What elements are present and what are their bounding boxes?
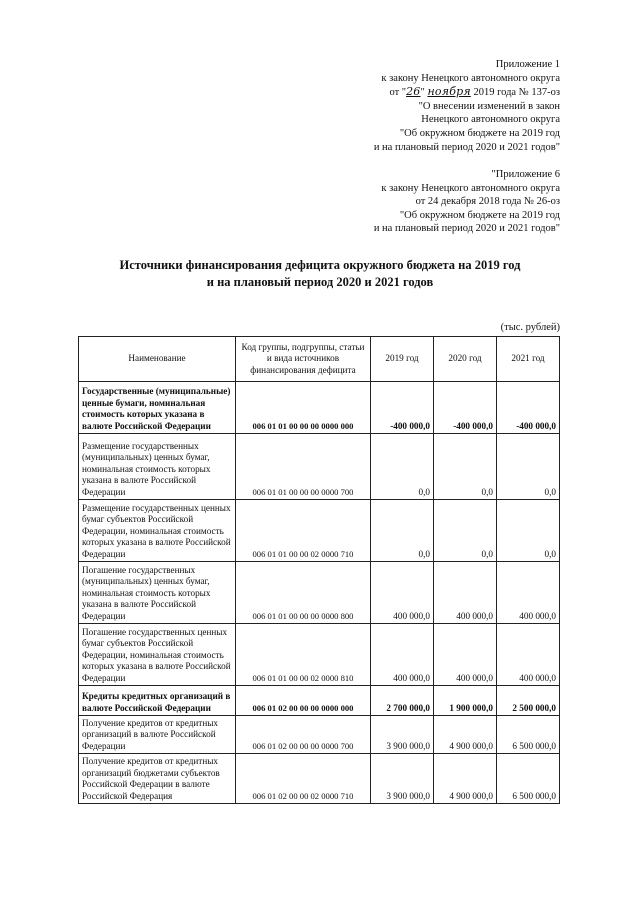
appendix-line-5: Ненецкого автономного округа <box>421 114 560 126</box>
appendix6-line-5: и на плановый период 2020 и 2021 годов" <box>373 223 560 235</box>
header-2019: 2019 год <box>371 337 434 382</box>
row-2021: 400 000,0 <box>497 562 560 624</box>
row-2019: 3 900 000,0 <box>371 754 434 804</box>
row-name: Государственные (муниципальные) ценные бумаги, номинальная стоимость которых указана в валюте Российской Федерации <box>79 382 236 434</box>
row-code: 006 01 02 00 00 02 0000 710 <box>236 754 371 804</box>
table-row <box>79 754 560 804</box>
table-row <box>79 716 560 754</box>
row-2020: 4 900 000,0 <box>434 716 497 754</box>
date-suffix: 2019 года № 137-оз <box>470 87 560 99</box>
row-2020: 0,0 <box>434 500 497 562</box>
appendix-law-ref: к закону Ненецкого автономного округа <box>381 72 560 84</box>
row-code: 006 01 01 00 00 02 0000 810 <box>236 624 371 686</box>
row-code: 006 01 02 00 00 00 0000 000 <box>236 686 371 716</box>
row-2020: 400 000,0 <box>434 562 497 624</box>
row-2019: -400 000,0 <box>371 382 434 434</box>
row-2021: 400 000,0 <box>497 624 560 686</box>
appendix6-line-3: от 24 декабря 2018 года № 26-оз <box>415 196 560 208</box>
header-name: Наименование <box>79 337 236 382</box>
row-2019: 0,0 <box>371 500 434 562</box>
appendix-1-header <box>374 58 560 154</box>
unit-label: (тыс. рублей) <box>500 322 560 333</box>
row-code: 006 01 01 00 00 00 0000 000 <box>236 382 371 434</box>
row-2020: 400 000,0 <box>434 624 497 686</box>
row-2021: -400 000,0 <box>497 382 560 434</box>
row-code: 006 01 01 00 00 00 0000 800 <box>236 562 371 624</box>
row-2021: 0,0 <box>497 434 560 500</box>
header-2020: 2020 год <box>434 337 497 382</box>
row-code: 006 01 01 00 00 02 0000 710 <box>236 500 371 562</box>
appendix-line-7: и на плановый период 2020 и 2021 годов" <box>373 141 560 153</box>
table-header-row <box>79 337 560 382</box>
handwritten-month: ноября <box>427 85 471 99</box>
table-row <box>79 434 560 500</box>
appendix-6-header <box>374 168 560 236</box>
row-name: Кредиты кредитных организаций в валюте Российской Федерации <box>79 686 236 716</box>
appendix-number: Приложение 1 <box>495 59 560 70</box>
header-code: Код группы, подгруппы, статьи и вида источников финансирования дефицита <box>236 337 371 382</box>
title-line-2: и на плановый период 2020 и 2021 годов <box>206 275 434 289</box>
appendix6-line-2: к закону Ненецкого автономного округа <box>381 182 560 194</box>
row-name: Получение кредитов от кредитных организаций в валюте Российской Федерации <box>79 716 236 754</box>
row-2019: 3 900 000,0 <box>371 716 434 754</box>
row-name: Размещение государственных (муниципальных) ценных бумаг, номинальная стоимость которых указана в валюте Российской Федерации <box>79 434 236 500</box>
row-name: Погашение государственных ценных бумаг субъектов Российской Федерации, номинальная стоимость которых указана в валюте Российской Федерации <box>79 624 236 686</box>
appendix-line-4: "О внесении изменений в закон <box>418 100 560 112</box>
row-code: 006 01 01 00 00 00 0000 700 <box>236 434 371 500</box>
row-name: Размещение государственных ценных бумаг субъектов Российской Федерации, номинальная стоимость которых указана в валюте Российской Федерации <box>79 500 236 562</box>
row-2020: 4 900 000,0 <box>434 754 497 804</box>
row-2021: 2 500 000,0 <box>497 686 560 716</box>
appendix6-line-4: "Об окружном бюджете на 2019 год <box>399 209 560 221</box>
row-2019: 400 000,0 <box>371 624 434 686</box>
date-prefix: от " <box>389 87 407 99</box>
row-2020: 1 900 000,0 <box>434 686 497 716</box>
table-row <box>79 624 560 686</box>
row-code: 006 01 02 00 00 00 0000 700 <box>236 716 371 754</box>
row-name: Получение кредитов от кредитных организаций бюджетами субъектов Российской Федерации в валюте Российской Федерация <box>79 754 236 804</box>
row-2020: 0,0 <box>434 434 497 500</box>
row-2021: 0,0 <box>497 500 560 562</box>
row-2019: 2 700 000,0 <box>371 686 434 716</box>
table-row <box>79 500 560 562</box>
table-row <box>79 382 560 434</box>
row-2021: 6 500 000,0 <box>497 716 560 754</box>
row-2019: 400 000,0 <box>371 562 434 624</box>
table-row <box>79 562 560 624</box>
date-mid: " <box>420 87 428 99</box>
appendix6-line-1: "Приложение 6 <box>491 169 560 180</box>
appendix-date-line <box>374 85 560 100</box>
document-title <box>60 257 580 291</box>
handwritten-day: 26 <box>406 85 421 99</box>
header-2021: 2021 год <box>497 337 560 382</box>
title-line-1: Источники финансирования дефицита окружного бюджета на 2019 год <box>119 258 521 272</box>
table-row <box>79 686 560 716</box>
financing-sources-table <box>78 336 560 804</box>
row-name: Погашение государственных (муниципальных) ценных бумаг, номинальная стоимость которых указана в валюте Российской Федерации <box>79 562 236 624</box>
row-2020: -400 000,0 <box>434 382 497 434</box>
row-2021: 6 500 000,0 <box>497 754 560 804</box>
appendix-line-6: "Об окружном бюджете на 2019 год <box>399 127 560 139</box>
row-2019: 0,0 <box>371 434 434 500</box>
